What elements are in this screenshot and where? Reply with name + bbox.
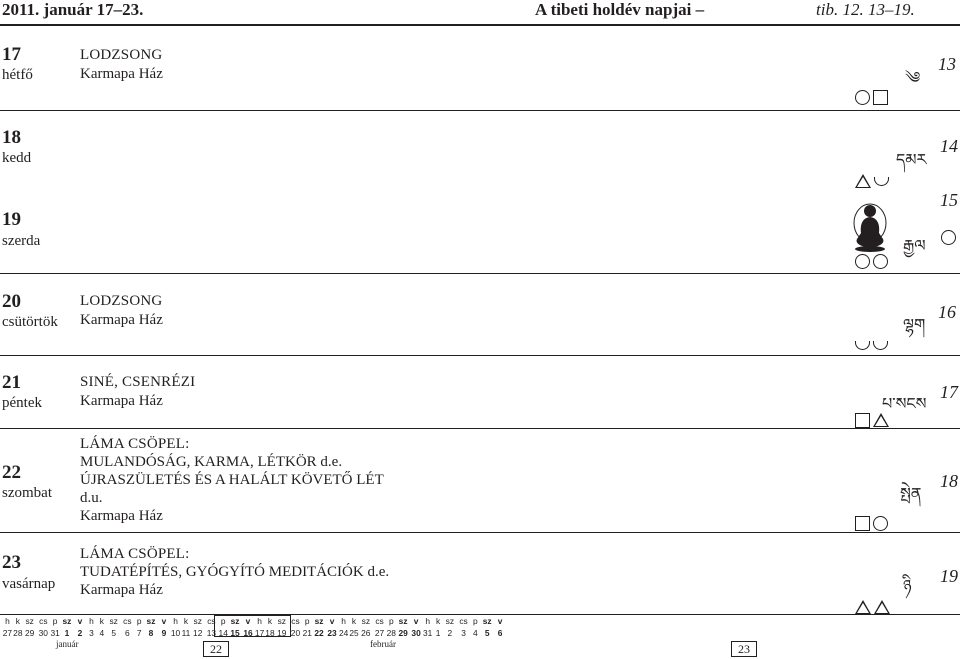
weekday-head: v — [413, 616, 419, 626]
circle-icon — [873, 254, 888, 269]
day-name-23: vasárnap — [2, 576, 56, 592]
weekday-head: v — [497, 616, 503, 626]
calendar-day: 15 — [230, 628, 240, 638]
tibetan-date-range: tib. 12. 13–19. — [816, 0, 915, 19]
glyphs-18 — [855, 514, 891, 532]
event-23 — [80, 545, 480, 599]
half-circle-icon — [855, 341, 870, 350]
page-title: A tibeti holdév napjai – — [535, 0, 705, 19]
weekday-head: cs — [207, 616, 216, 626]
weekday-head: sz — [445, 616, 455, 626]
circle-icon — [855, 90, 870, 105]
weekday-head: sz — [146, 616, 156, 626]
day-number-19: 19 — [2, 209, 21, 230]
event-22 — [80, 435, 480, 525]
calendar-day: 21 — [302, 628, 312, 638]
calendar-day: 29 — [398, 628, 408, 638]
tibetan-word-14: དམར — [896, 150, 927, 169]
circle-icon — [873, 516, 888, 531]
week-number-22: 22 — [203, 641, 229, 657]
day-name-20: csütörtök — [2, 314, 58, 330]
mini-calendar — [0, 614, 960, 659]
weekday-head: sz — [230, 616, 240, 626]
weekday-head: k — [183, 616, 188, 626]
calendar-day: 5 — [484, 628, 490, 638]
day-number-23: 23 — [2, 552, 21, 573]
calendar-day: 29 — [24, 628, 35, 638]
calendar-day: 3 — [89, 628, 94, 638]
calendar-day: 9 — [161, 628, 167, 638]
weekday-head: cs — [459, 616, 468, 626]
day-name-21: péntek — [2, 395, 42, 411]
calendar-day: 22 — [314, 628, 324, 638]
event-line: TUDATÉPÍTÉS, GYÓGYÍTÓ MEDITÁCIÓK d.e. — [80, 564, 390, 580]
row-divider — [0, 428, 960, 429]
weekday-head: v — [77, 616, 83, 626]
event-title: LÁMA CSÖPEL: — [80, 546, 190, 562]
triangle-icon — [855, 600, 871, 614]
calendar-day: 14 — [218, 628, 228, 638]
weekday-header-row — [2, 616, 506, 626]
week-number-23: 23 — [731, 641, 757, 657]
tibetan-word-13: ༄ — [905, 68, 921, 87]
buddha-icon — [852, 203, 888, 253]
weekday-head: cs — [39, 616, 48, 626]
event-title: LÁMA CSÖPEL: — [80, 436, 190, 452]
weekday-head: cs — [291, 616, 300, 626]
calendar-day: 17 — [254, 628, 265, 638]
square-icon — [855, 413, 870, 428]
lunar-day-18: 18 — [940, 471, 958, 491]
circle-icon — [855, 254, 870, 269]
header-divider — [0, 24, 960, 26]
lunar-day-19: 19 — [940, 566, 958, 586]
day-number-18: 18 — [2, 127, 21, 148]
lunar-day-16: 16 — [938, 302, 956, 322]
event-20 — [80, 292, 480, 330]
lunar-day-17: 17 — [940, 382, 958, 402]
lunar-day-15: 15 — [940, 190, 958, 210]
half-circle-icon — [874, 177, 889, 186]
event-line: MULANDÓSÁG, KARMA, LÉTKÖR d.e. — [80, 454, 343, 470]
weekday-head: h — [89, 616, 94, 626]
calendar-day: 23 — [327, 628, 337, 638]
weekday-head: k — [15, 616, 20, 626]
triangle-icon — [874, 600, 890, 614]
weekday-head: sz — [314, 616, 324, 626]
calendar-day: 12 — [193, 628, 203, 638]
weekday-head: cs — [123, 616, 132, 626]
tibetan-word-18: སྤེན — [900, 484, 922, 503]
glyphs-13 — [855, 88, 891, 106]
event-title: SINÉ, CSENRÉZI — [80, 374, 196, 390]
weekday-head: sz — [398, 616, 408, 626]
weekday-head: h — [425, 616, 430, 626]
day-number-17: 17 — [2, 44, 21, 65]
calendar-day: 4 — [99, 628, 105, 638]
weekday-head: v — [245, 616, 251, 626]
calendar-day: 2 — [447, 628, 453, 638]
weekday-head: k — [267, 616, 273, 626]
event-title: LODZSONG — [80, 293, 163, 309]
weekday-head: h — [257, 616, 262, 626]
row-divider — [0, 355, 960, 356]
weekday-head: k — [435, 616, 441, 626]
weekday-head: k — [99, 616, 104, 626]
lunar-day-13: 13 — [938, 54, 956, 74]
event-line: d.u. — [80, 490, 103, 506]
triangle-icon — [873, 413, 889, 427]
tibetan-word-16: ལྷག — [903, 315, 926, 334]
calendar-day: 25 — [349, 628, 359, 638]
weekday-head: p — [304, 616, 310, 626]
weekday-head: sz — [361, 616, 370, 626]
calendar-day: 11 — [181, 628, 191, 638]
half-circle-icon — [873, 341, 888, 350]
weekday-head: v — [161, 616, 167, 626]
weekday-head: h — [173, 616, 178, 626]
event-place: Karmapa Ház — [80, 508, 163, 524]
event-place: Karmapa Ház — [80, 582, 163, 598]
weekday-head: p — [52, 616, 58, 626]
event-place: Karmapa Ház — [80, 312, 163, 328]
weekday-head: v — [329, 616, 335, 626]
event-place: Karmapa Ház — [80, 393, 163, 409]
circle-icon — [941, 230, 956, 245]
row-divider — [0, 273, 960, 274]
day-number-21: 21 — [2, 372, 21, 393]
calendar-day: 3 — [461, 628, 466, 638]
calendar-day: 31 — [50, 628, 60, 638]
calendar-day: 1 — [435, 628, 441, 638]
weekday-head: sz — [25, 616, 34, 626]
tibetan-word-19: ཉི — [903, 576, 912, 595]
page-header — [0, 0, 960, 22]
glyphs-17 — [855, 411, 892, 429]
calendar-day: 28 — [13, 628, 23, 638]
event-place: Karmapa Ház — [80, 66, 163, 82]
weekday-head: p — [388, 616, 394, 626]
weekday-head: cs — [375, 616, 384, 626]
event-17 — [80, 46, 480, 84]
day-number-22: 22 — [2, 462, 21, 483]
weekday-head: p — [136, 616, 142, 626]
day-numbers-row — [2, 628, 506, 638]
event-title: LODZSONG — [80, 47, 163, 63]
month-label-january: január — [56, 639, 79, 649]
calendar-day: 6 — [125, 628, 130, 638]
square-icon — [873, 90, 888, 105]
calendar-day: 10 — [170, 628, 181, 638]
tibetan-word-15: རྒྱལ — [903, 236, 926, 255]
calendar-day: 2 — [77, 628, 83, 638]
calendar-day: 24 — [338, 628, 349, 638]
day-name-22: szombat — [2, 485, 52, 501]
calendar-day: 30 — [411, 628, 421, 638]
day-name-18: kedd — [2, 150, 32, 166]
glyphs-16 — [855, 336, 891, 354]
weekday-head: h — [5, 616, 10, 626]
glyphs-14 — [855, 172, 892, 190]
day-name-19: szerda — [2, 233, 41, 249]
tibetan-word-17: པ་སངས — [882, 394, 927, 413]
calendar-day: 26 — [361, 628, 371, 638]
row-divider — [0, 532, 960, 533]
calendar-day: 16 — [243, 628, 253, 638]
weekday-head: sz — [193, 616, 202, 626]
lunar-day-14: 14 — [940, 136, 958, 156]
square-icon — [855, 516, 870, 531]
row-divider — [0, 110, 960, 111]
calendar-day: 7 — [136, 628, 142, 638]
weekday-head: sz — [109, 616, 118, 626]
weekday-head: h — [341, 616, 346, 626]
calendar-day: 18 — [265, 628, 275, 638]
date-range: 2011. január 17–23. — [2, 0, 144, 19]
glyphs-15 — [855, 252, 891, 270]
calendar-day: 8 — [148, 628, 154, 638]
calendar-day: 31 — [423, 628, 433, 638]
calendar-day: 6 — [497, 628, 503, 638]
weekday-head: k — [351, 616, 357, 626]
weekday-head: sz — [62, 616, 72, 626]
calendar-day: 30 — [38, 628, 48, 638]
event-line: ÚJRASZÜLETÉS ÉS A HALÁLT KÖVETŐ LÉT — [80, 472, 384, 488]
calendar-day: 1 — [64, 628, 70, 638]
calendar-day: 4 — [473, 628, 478, 638]
event-21 — [80, 373, 480, 411]
day-number-20: 20 — [2, 291, 21, 312]
weekday-head: p — [473, 616, 478, 626]
calendar-day: 20 — [290, 628, 301, 638]
calendar-day: 13 — [206, 628, 217, 638]
month-label-february: február — [370, 639, 396, 649]
calendar-day: 27 — [374, 628, 385, 638]
calendar-day: 28 — [386, 628, 396, 638]
weekday-head: p — [220, 616, 226, 626]
weekday-head: sz — [482, 616, 492, 626]
triangle-icon — [855, 174, 871, 188]
weekday-head: sz — [277, 616, 286, 626]
day-name-17: hétfő — [2, 67, 33, 83]
calendar-day: 19 — [277, 628, 287, 638]
calendar-day: 5 — [111, 628, 116, 638]
calendar-day: 27 — [2, 628, 13, 638]
